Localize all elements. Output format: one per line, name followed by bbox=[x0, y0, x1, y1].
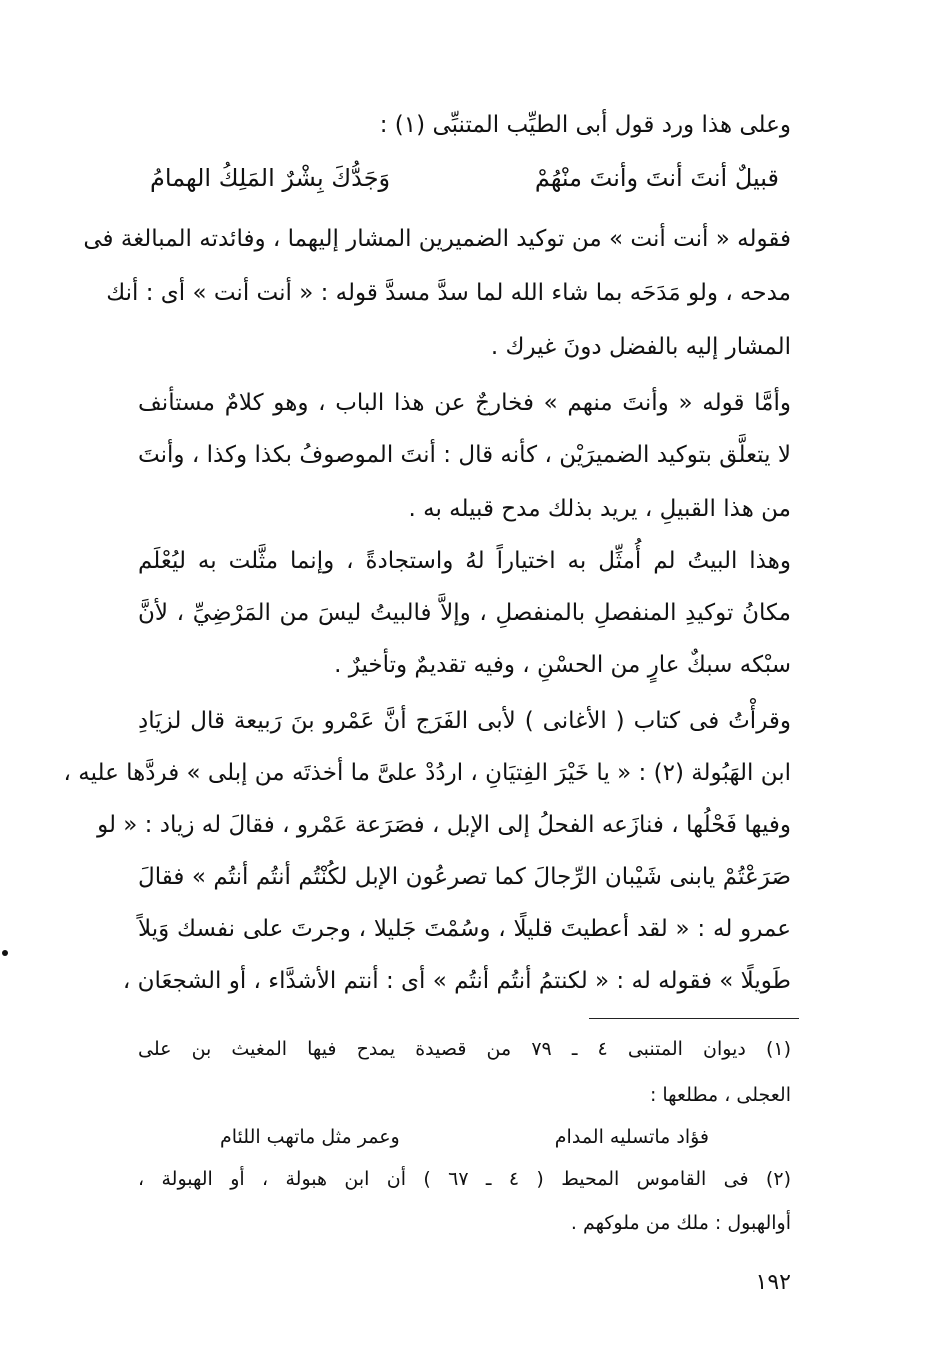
body-line: سبْكه سبكٌ عارٍ من الحسْنِ ، وفيه تقديمٌ وتأخيرٌ . bbox=[334, 652, 791, 678]
footnote-verse-second-hemistich: وعمر مثل ماتهب اللئام bbox=[220, 1126, 400, 1148]
body-line: مدحه ، ولو مَدَحَه بما شاء الله لما سدَّ مسدَّ قوله : « أنت أنت » أى : أنك bbox=[106, 280, 791, 306]
body-line: مكانُ توكيدِ المنفصلِ بالمنفصلِ ، وإلاَّ فالبيتُ ليسَ من المَرْضِيِّ ، لأنَّ bbox=[138, 600, 791, 626]
body-line: وفيها فَحْلُها ، فنازَعه الفحلُ إلى الإبل ، فصَرَعة عَمْرو ، فقالَ له زياد : « لو bbox=[97, 812, 791, 838]
body-line: وهذا البيتُ لم أُمثِّل به اختياراً لهُ واستجادةً ، وإنما مثَّلت به ليُعْلَم bbox=[138, 548, 791, 574]
body-line: من هذا القبيلِ ، يريد بذلك مدح قبيله به . bbox=[408, 496, 791, 522]
verse bbox=[150, 160, 779, 196]
body-line: فقوله « أنت أنت » من توكيد الضميرين المشار إليهما ، وفائدته المبالغة فى bbox=[83, 226, 791, 252]
body-line: وأمَّا قوله « وأنتَ منهم » فخارجٌ عن هذا الباب ، وهو كلامٌ مستأنف bbox=[138, 390, 791, 416]
verse-second-hemistich: وَجَدُّكَ بِشْرٌ المَلِكُ الهمامُ bbox=[150, 164, 391, 192]
body-line: وقرأْتُ فى كتاب ( الأغانى ) لأبى الفَرَج أنَّ عَمْرو بنَ رَبيعة قال لزيَادِ bbox=[138, 708, 791, 734]
footnote-1-line: العجلى ، مطلعها : bbox=[649, 1084, 791, 1106]
body-line: صَرَعْتُمْ يابنى شَيْبان الرِّجالَ كما تصرعُون الإبل لكُنْتُم أنتُم أنتُم » فقالَ bbox=[138, 864, 791, 890]
page-number: ١٩٢ bbox=[755, 1270, 791, 1295]
footnote-verse-first-hemistich: فؤاد ماتسليه المدام bbox=[554, 1126, 709, 1148]
body-line: عمرو له : « لقد أعطيتَ قليلًا ، وسُمْتَ جَليلا ، وجرتَ على نفسك وَيلاً bbox=[138, 916, 791, 942]
footnote-2-line: (٢) فى القاموس المحيط ( ٤ ـ ٦٧ ) أن ابن هبولة ، أو الهبولة ، bbox=[138, 1168, 791, 1190]
footnote-verse bbox=[220, 1122, 709, 1152]
footnote-1-line: (١) ديوان المتنبى ٤ ـ ٧٩ من قصيدة يمدح فيها المغيث بن على bbox=[138, 1038, 791, 1060]
body-line: ابن الهَبُولة (٢) : « يا خَيْرَ الفِتيَانِ ، اردُدْ علىَّ ما أخذتَه من إبلى » فردَّها عليه ، bbox=[63, 760, 791, 786]
body-line: طَويلًا » فقوله له : « لكنتمُ أنتُم أنتُم » أى : أنتم الأشدَّاء ، أو الشجعَان ، bbox=[122, 968, 791, 994]
scan-speck bbox=[2, 950, 8, 956]
footnote-2-line: أوالهبول : ملك من ملوكهم . bbox=[570, 1212, 791, 1234]
footnote-separator bbox=[589, 1018, 799, 1019]
body-line: لا يتعلَّق بتوكيد الضميرَيْن ، كأنه قال : أنتَ الموصوفُ بكذا وكذا ، وأنتَ bbox=[138, 442, 791, 468]
intro-line: وعلى هذا ورد قول أبى الطيِّب المتنبِّى (١) : bbox=[379, 112, 791, 138]
body-line: المشار إليه بالفضل دونَ غيرك . bbox=[490, 334, 791, 360]
verse-first-hemistich: قبيلٌ أنتَ أنتَ وأنتَ منْهُمْ bbox=[534, 164, 779, 192]
